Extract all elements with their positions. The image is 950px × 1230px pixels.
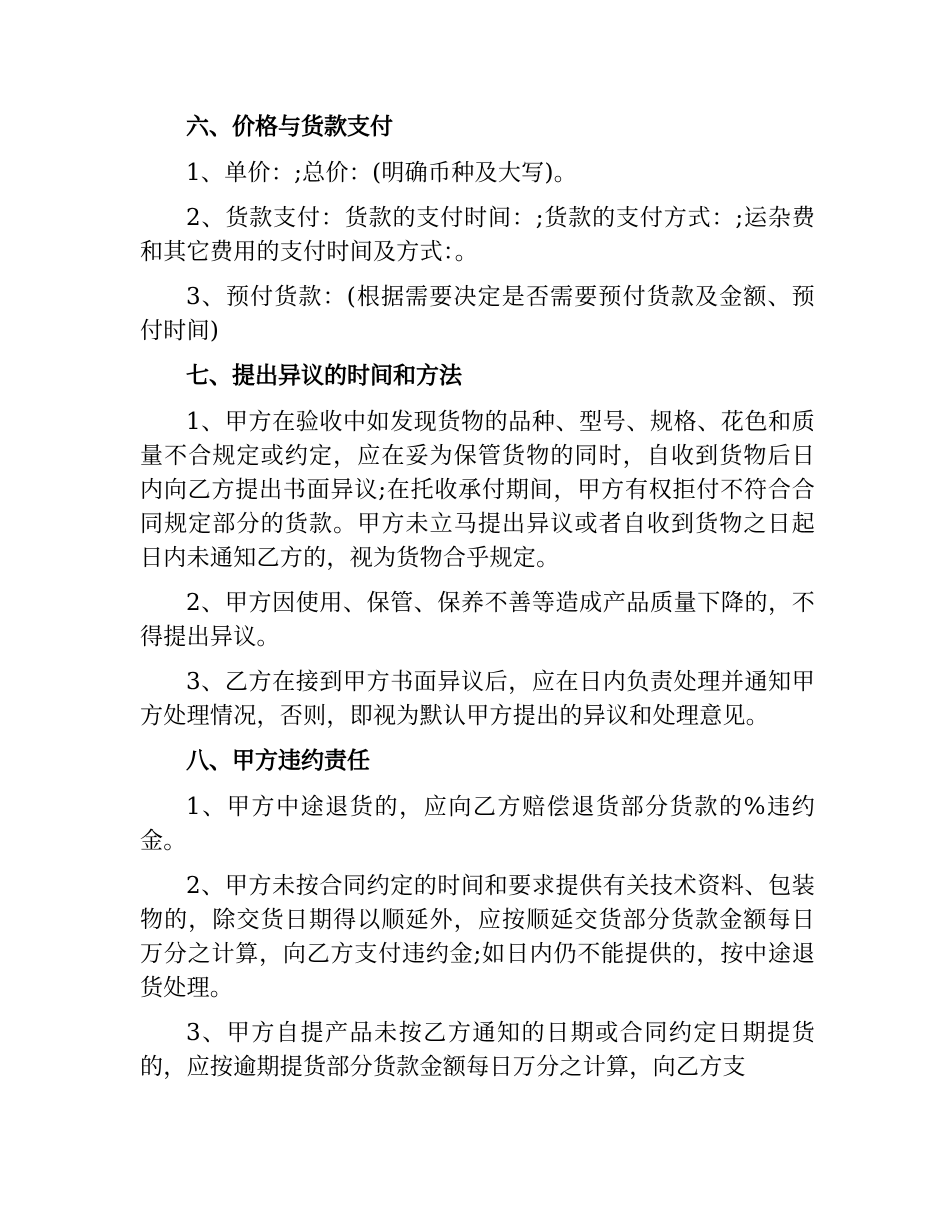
clause-prepayment: 3、预付货款：(根据需要决定是否需要预付货款及金额、预付时间) [140,284,815,344]
section-heading-party-a-liability: 八、甲方违约责任 [186,748,370,774]
document-body [140,110,815,1095]
clause-midway-return: 1、甲方中途退货的，应向乙方赔偿退货部分货款的%违约金。 [140,794,815,854]
clause-technical-materials: 2、甲方未按合同约定的时间和要求提供有关技术资料、包装物的，除交货日期得以顺延外，应按顺延交货部分货款金额每日万分之计算，向乙方支付违约金;如日内仍不能提供的，按中途退货处理。 [140,873,815,1001]
clause-unit-price: 1、单价：;总价：(明确币种及大写)。 [186,160,578,186]
clause-inspection-objection: 1、甲方在验收中如发现货物的品种、型号、规格、花色和质量不合规定或约定，应在妥为保管货物的同时，自收到货物后日内向乙方提出书面异议;在托收承付期间，甲方有权拒付不符合合同规定部分的货款。甲方未立马提出异议或者自收到货物之日起日内未通知乙方的，视为货物合乎规定。 [140,409,815,571]
section-heading-objection: 七、提出异议的时间和方法 [186,363,462,389]
clause-payment-method: 2、货款支付：货款的支付时间：;货款的支付方式：;运杂费和其它费用的支付时间及方式：。 [140,205,815,265]
section-heading-price-payment: 六、价格与货款支付 [186,114,393,140]
clause-improper-use: 2、甲方因使用、保管、保养不善等造成产品质量下降的，不得提出异议。 [140,590,815,650]
clause-late-pickup: 3、甲方自提产品未按乙方通知的日期或合同约定日期提货的，应按逾期提货部分货款金额每日万分之计算，向乙方支 [140,1020,815,1080]
clause-objection-handling: 3、乙方在接到甲方书面异议后，应在日内负责处理并通知甲方处理情况，否则，即视为默认甲方提出的异议和处理意见。 [140,669,815,729]
